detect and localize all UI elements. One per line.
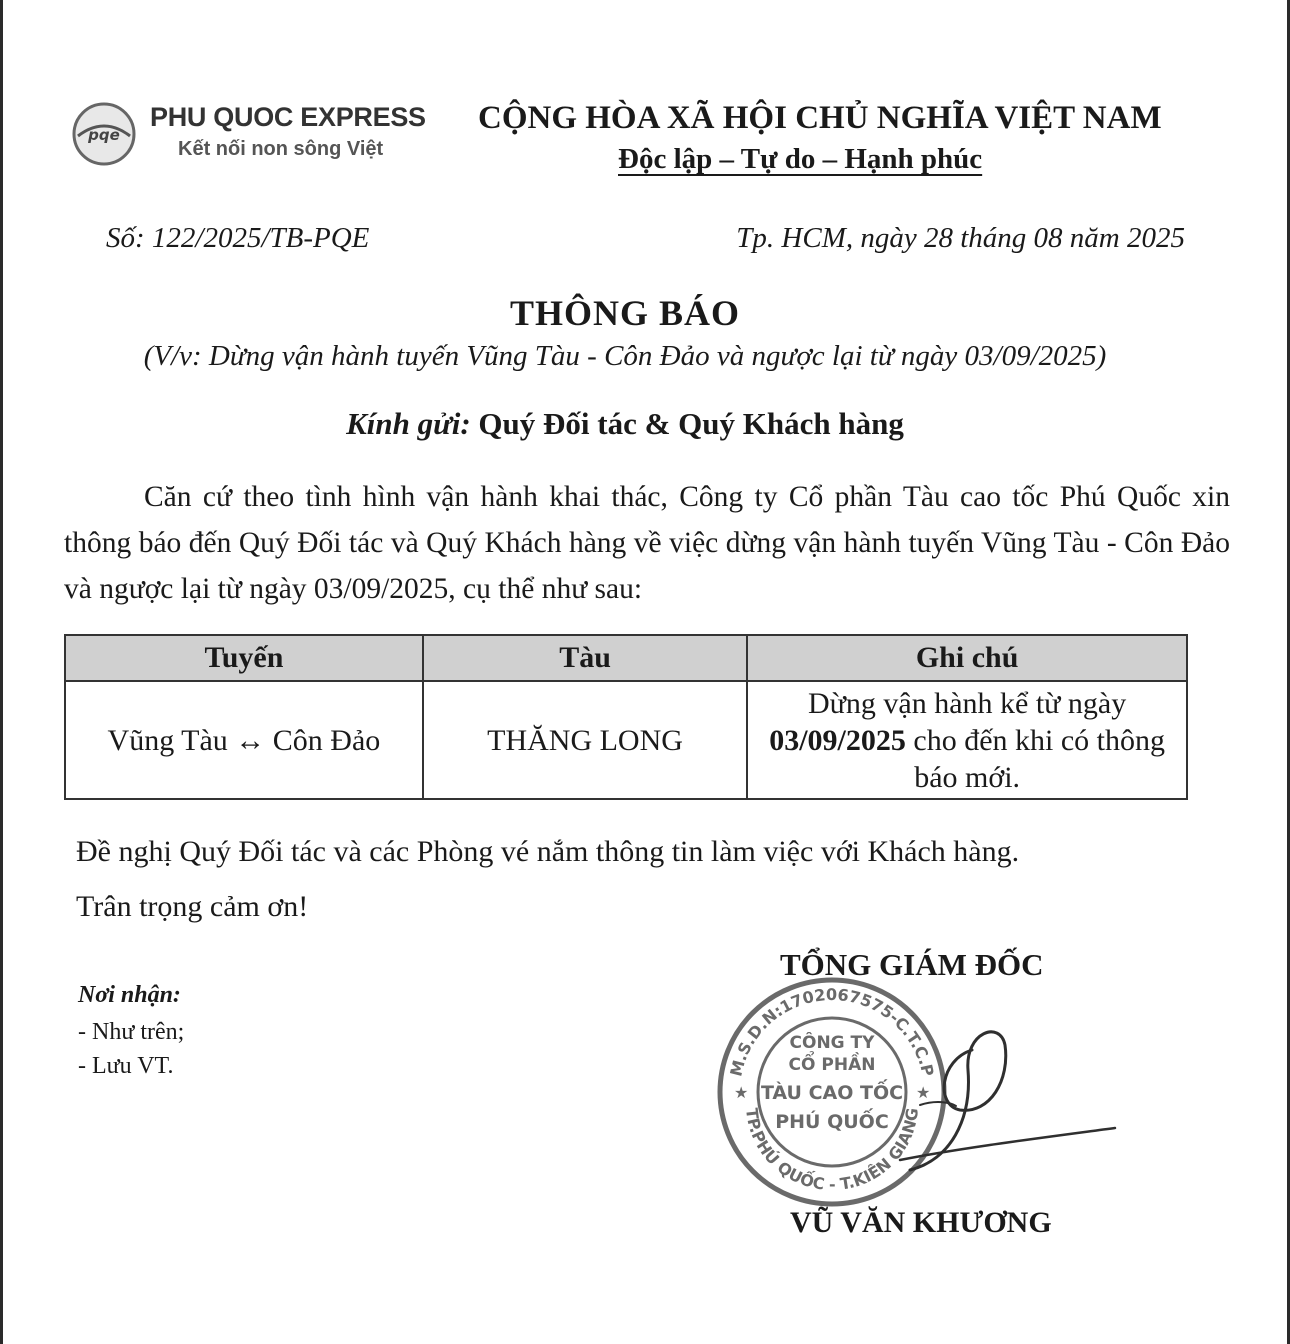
recipient-line <box>0 406 1250 442</box>
star-icon: ★ <box>734 1085 749 1102</box>
note-post: cho đến khi có thông báo mới. <box>905 723 1166 794</box>
recipient-label: Kính gửi: <box>346 406 471 441</box>
national-heading: CỘNG HÒA XÃ HỘI CHỦ NGHĨA VIỆT NAM <box>478 100 1162 136</box>
seal-ring-bottom: TP.PHÚ QUỐC - T.KIÊN GIANG <box>741 1106 923 1195</box>
document-number: Số: 122/2025/TB-PQE <box>106 222 370 254</box>
table-header-row <box>65 635 1187 681</box>
header-note: Ghi chú <box>747 635 1187 681</box>
cell-vessel: THĂNG LONG <box>423 681 747 799</box>
thanks-line: Trân trọng cảm ơn! <box>76 890 309 923</box>
header-route: Tuyến <box>65 635 423 681</box>
seal-ring-top: M.S.D.N:1702067575-C.T.C.P <box>726 985 938 1079</box>
table-row <box>65 681 1187 799</box>
company-logo <box>72 100 452 170</box>
seal-line-4: PHÚ QUỐC <box>775 1111 889 1133</box>
body-paragraph: Căn cứ theo tình hình vận hành khai thác, Công ty Cổ phần Tàu cao tốc Phú Quốc xin thông báo đến Quý Đối tác và Quý Khách hàng về việc dừng vận hành tuyến Vũng Tàu - Côn Đảo và ngược lại từ ngày 03/09/2025, cụ thể như sau: <box>64 481 1230 605</box>
logo-tagline: Kết nối non sông Việt <box>178 138 384 160</box>
recipients-label: Nơi nhận: <box>78 982 181 1008</box>
notice-subject: (V/v: Dừng vận hành tuyến Vũng Tàu - Côn Đảo và ngược lại từ ngày 03/09/2025) <box>143 340 1107 372</box>
national-motto: Độc lập – Tự do – Hạnh phúc <box>618 143 983 175</box>
route-table <box>64 634 1188 800</box>
star-icon: ★ <box>916 1085 931 1102</box>
cell-route: Vũng Tàu ↔ Côn Đảo <box>65 681 423 799</box>
cell-note <box>747 681 1187 799</box>
note-pre: Dừng vận hành kể từ ngày <box>807 686 1127 720</box>
logo-mark-text: pqe <box>88 126 120 144</box>
signer-name: VŨ VĂN KHƯƠNG <box>790 1206 1052 1239</box>
recipient-value: Quý Đối tác & Quý Khách hàng <box>478 406 904 441</box>
note-date: 03/09/2025 <box>769 723 906 757</box>
seal-line-1: CÔNG TY <box>789 1033 875 1053</box>
place-date: Tp. HCM, ngày 28 tháng 08 năm 2025 <box>736 222 1185 254</box>
recipient-item: - Như trên; <box>78 1019 185 1045</box>
recipients-list <box>78 1015 184 1083</box>
seal-line-2: CỔ PHẦN <box>788 1055 876 1075</box>
left-border <box>0 0 3 1344</box>
recipient-item: - Lưu VT. <box>78 1053 174 1079</box>
signer-title: TỔNG GIÁM ĐỐC <box>780 947 1044 982</box>
logo-mark-icon <box>72 102 136 166</box>
logo-name: PHU QUOC EXPRESS <box>150 102 426 132</box>
notice-title: THÔNG BÁO <box>509 293 741 333</box>
request-line: Đề nghị Quý Đối tác và các Phòng vé nắm thông tin làm việc với Khách hàng. <box>76 835 1020 868</box>
header-vessel: Tàu <box>423 635 747 681</box>
seal-line-3: TÀU CAO TỐC <box>760 1082 904 1104</box>
handwritten-signature <box>880 1010 1120 1200</box>
